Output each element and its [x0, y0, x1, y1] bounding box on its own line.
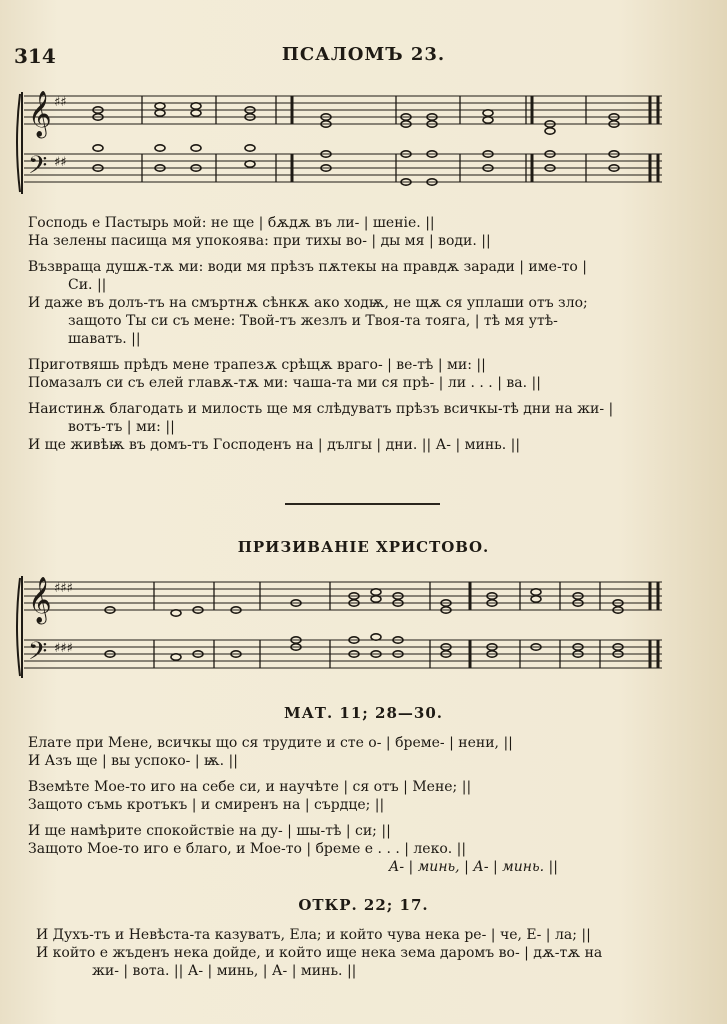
svg-text:𝄞: 𝄞 — [28, 91, 52, 137]
page-number: 314 — [14, 44, 56, 68]
verse-line: И Духъ-тъ и Невѣста-та казуватъ, Ела; и който чува нека ре- | че, Е- | ла; || — [36, 927, 591, 943]
svg-text:𝄢: 𝄢 — [28, 151, 48, 186]
verse-line: И ще живѣѭ въ домъ-тъ Господенъ на | дългы | дни. || А- | минь. || — [28, 437, 521, 453]
verse-line: Защото съмь кротъкъ | и смиренъ на | сърдце; || — [28, 797, 385, 813]
otkr-reference: ОТКР. 22; 17. — [298, 896, 429, 914]
svg-text:𝄢: 𝄢 — [28, 637, 48, 672]
verse-line: Приготвяшь прѣдъ мене трапезѫ срѣщѫ враго- | ве-тѣ | ми: || — [28, 357, 486, 373]
svg-text:♯♯: ♯♯ — [54, 155, 67, 170]
verse-line: Защото Мое-то иго е благо, и Мое-то | бреме е . . . | леко. || — [28, 841, 467, 857]
verse-line: жи- | вота. || А- | минь, | А- | минь. || — [92, 963, 357, 979]
verse-line: И Азъ ще | вы успоко- | ѭ. || — [28, 753, 238, 769]
verse-line: На зелены пасища мя упокоява: при тихы во- | ды мя | води. || — [28, 233, 491, 249]
verse-line: вотъ-тъ | ми: || — [68, 419, 175, 435]
section-title: ПРИЗИВАНІЕ ХРИСТОВО. — [237, 538, 490, 556]
verse-line: Наистинѫ благодать и милость ще мя слѣдуватъ прѣзъ всичкы-тѣ дни на жи- | — [28, 401, 614, 417]
music-score-2 — [14, 568, 674, 688]
music-score-1 — [14, 82, 674, 202]
verse-line: Елате при Мене, всичкы що ся трудите и сте о- | бреме- | нени, || — [28, 735, 513, 751]
section-divider — [285, 503, 440, 505]
otkr-text — [36, 926, 676, 980]
verse-line: Господь е Пастырь мой: не ще | бѫдѫ въ ли- | шеніе. || — [28, 215, 435, 231]
verse-line: А- | минь, | А- | минь. || — [388, 859, 558, 875]
mat-text — [28, 734, 668, 876]
verse-line: И даже въ долъ-тъ на смъртнѫ сѣнкѫ ако ходѭ, не щѫ ся уплаши отъ зло; — [28, 295, 588, 311]
verse-line: Вземѣте Мое-то иго на себе си, и научѣте | ся отъ | Мене; || — [28, 779, 472, 795]
verse-line: И който е жъденъ нека дойде, и който ище нека зема даромъ во- | дѫ-тѫ на — [36, 945, 603, 961]
verse-line: Помазалъ си съ елей главѫ-тѫ ми: чаша-та ми ся прѣ- | ли . . . | ва. || — [28, 375, 541, 391]
verse-line: защото Ты си съ мене: Твой-тъ жезлъ и Твоя-та тояга, | тѣ мя утѣ- — [68, 313, 558, 329]
svg-text:𝄞: 𝄞 — [28, 577, 52, 623]
psalm-text — [28, 214, 668, 454]
verse-line: Си. || — [68, 277, 107, 293]
verse-line: шаватъ. || — [68, 331, 141, 347]
verse-line: Възвраща душѫ-тѫ ми: води мя прѣзъ пѫтекы на правдѫ заради | име-то | — [28, 259, 588, 275]
verse-line: И ще намѣрите спокойствіе на ду- | шы-тѣ | си; || — [28, 823, 391, 839]
psalm-title: ПСАЛОМЪ 23. — [281, 44, 446, 65]
svg-text:♯♯: ♯♯ — [54, 95, 67, 110]
mat-reference: МАТ. 11; 28—30. — [283, 704, 444, 722]
svg-text:♯♯♯: ♯♯♯ — [54, 641, 73, 656]
svg-text:♯♯♯: ♯♯♯ — [54, 581, 73, 596]
